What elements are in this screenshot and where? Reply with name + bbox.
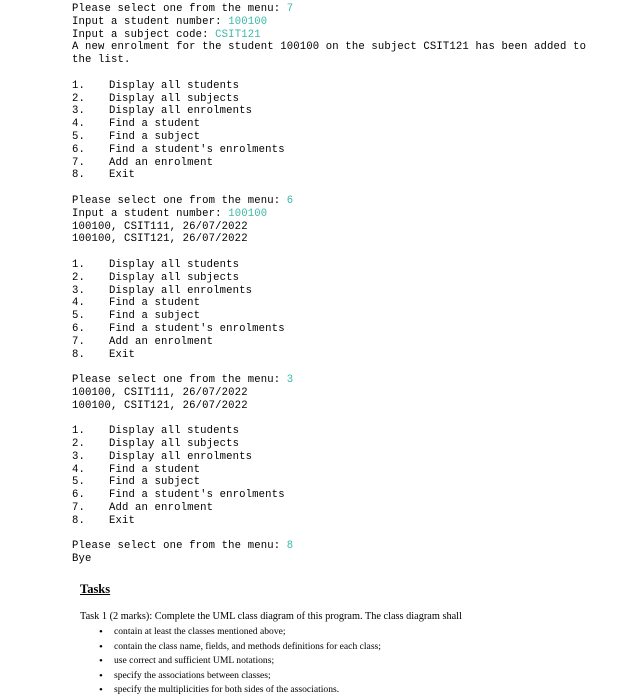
menu-item-number: 2. — [72, 271, 86, 284]
menu-prompt: Please select one from the menu: — [72, 3, 287, 15]
menu-item-label: Find a subject — [109, 130, 201, 143]
menu-item-label: Display all subjects — [109, 438, 240, 451]
requirement-item: • contain the class name, fields, and methods definitions for each class; — [114, 640, 600, 655]
menu-item — [72, 502, 612, 515]
menu-item-number: 1. — [72, 79, 86, 92]
menu-item-number: 4. — [72, 463, 86, 476]
menu-item-number: 1. — [72, 425, 86, 438]
requirement-item: • specify the associations between classes; — [114, 669, 600, 684]
menu-prompt-line — [72, 540, 612, 553]
menu-item-number: 5. — [72, 310, 86, 323]
menu-item-number: 3. — [72, 450, 86, 463]
menu-item — [72, 169, 612, 182]
menu-item — [72, 438, 612, 451]
subject-code-line — [72, 29, 612, 42]
menu-item-number: 1. — [72, 258, 86, 271]
menu-item-label: Exit — [109, 514, 136, 527]
menu-item — [72, 464, 612, 477]
student-number-value: 100100 — [228, 207, 268, 220]
tasks-section — [80, 582, 600, 698]
menu-item — [72, 272, 612, 285]
menu-item — [72, 93, 612, 106]
menu-item-number: 6. — [72, 143, 86, 156]
menu-item — [72, 105, 612, 118]
menu-item — [72, 349, 612, 362]
menu-item — [72, 131, 612, 144]
menu-item — [72, 118, 612, 131]
menu-item-number: 5. — [72, 476, 86, 489]
enrolment-result: 100100, CSIT111, 26/07/2022 — [72, 386, 248, 399]
subject-code-prompt: Input a subject code: — [72, 28, 216, 41]
menu-list — [72, 425, 612, 527]
enrolment-result: 100100, CSIT121, 26/07/2022 — [72, 399, 248, 412]
menu-prompt-line — [72, 195, 612, 208]
console-output — [72, 3, 612, 566]
menu-item-number: 2. — [72, 92, 86, 105]
menu-item-number: 4. — [72, 118, 86, 131]
menu-item-label: Display all subjects — [109, 271, 240, 284]
menu-item-number: 6. — [72, 322, 86, 335]
menu-choice: 3 — [286, 374, 294, 387]
menu-item-label: Find a student's enrolments — [109, 322, 285, 335]
menu-item — [72, 285, 612, 298]
menu-choice: 7 — [286, 3, 294, 15]
requirement-item: • use correct and sufficient UML notations; — [114, 654, 600, 669]
menu-item-label: Find a student's enrolments — [109, 143, 285, 156]
menu-item-label: Find a subject — [109, 476, 201, 489]
menu-item-number: 8. — [72, 348, 86, 361]
student-number-line — [72, 16, 612, 29]
menu-item-number: 3. — [72, 284, 86, 297]
menu-item-label: Exit — [109, 169, 136, 182]
menu-item-number: 5. — [72, 130, 86, 143]
menu-item — [72, 144, 612, 157]
student-number-prompt: Input a student number: — [72, 15, 229, 28]
student-number-prompt: Input a student number: — [72, 207, 229, 220]
requirement-item: • contain at least the classes mentioned above; — [114, 625, 600, 640]
menu-item-label: Find a student's enrolments — [109, 489, 285, 502]
menu-item — [72, 297, 612, 310]
menu-item-label: Display all enrolments — [109, 450, 253, 463]
exit-message: Bye — [72, 553, 92, 566]
menu-item — [72, 80, 612, 93]
menu-item-number: 7. — [72, 335, 86, 348]
enrolment-result: 100100, CSIT121, 26/07/2022 — [72, 233, 248, 246]
menu-item-label: Add an enrolment — [109, 502, 214, 515]
menu-item-label: Add an enrolment — [109, 335, 214, 348]
menu-prompt-line — [72, 374, 612, 387]
menu-item-number: 8. — [72, 514, 86, 527]
menu-item-label: Exit — [109, 348, 136, 361]
menu-item — [72, 425, 612, 438]
menu-item-number: 4. — [72, 297, 86, 310]
menu-item-label: Display all enrolments — [109, 105, 253, 118]
menu-item-label: Display all subjects — [109, 92, 240, 105]
menu-item — [72, 451, 612, 464]
tasks-heading: Tasks — [80, 582, 111, 596]
menu-item-number: 8. — [72, 169, 86, 182]
subject-code-value: CSIT121 — [215, 28, 261, 41]
task1-description: Task 1 (2 marks): Complete the UML class diagram of this program. The class diagram shall — [80, 611, 462, 622]
menu-item — [72, 323, 612, 336]
menu-choice: 6 — [286, 194, 294, 207]
menu-item-label: Find a student — [109, 118, 201, 131]
menu-item-label: Display all students — [109, 258, 240, 271]
menu-item — [72, 489, 612, 502]
menu-item — [72, 157, 612, 170]
menu-item-label: Add an enrolment — [109, 156, 214, 169]
menu-list — [72, 80, 612, 182]
menu-item — [72, 476, 612, 489]
menu-choice: 8 — [286, 540, 294, 553]
menu-item-number: 3. — [72, 105, 86, 118]
menu-list — [72, 259, 612, 361]
menu-item-label: Find a subject — [109, 310, 201, 323]
student-number-line — [72, 208, 612, 221]
enrolment-added-message: A new enrolment for the student 100100 on the subject CSIT121 has been added to the list. — [72, 41, 587, 67]
menu-prompt: Please select one from the menu: — [72, 540, 287, 553]
menu-item — [72, 259, 612, 272]
menu-prompt-line — [72, 3, 612, 16]
menu-item-label: Display all students — [109, 425, 240, 438]
menu-item-number: 7. — [72, 156, 86, 169]
requirement-item: • specify the multiplicities for both sides of the associations. — [114, 683, 600, 698]
menu-item — [72, 310, 612, 323]
enrolment-result: 100100, CSIT111, 26/07/2022 — [72, 220, 248, 233]
menu-item-number: 7. — [72, 502, 86, 515]
menu-item-label: Display all students — [109, 79, 240, 92]
menu-item-number: 2. — [72, 438, 86, 451]
task1-requirements — [80, 625, 600, 698]
menu-prompt: Please select one from the menu: — [72, 374, 287, 387]
menu-item-label: Find a student — [109, 297, 201, 310]
student-number-value: 100100 — [228, 15, 268, 28]
menu-item-number: 6. — [72, 489, 86, 502]
menu-item-label: Display all enrolments — [109, 284, 253, 297]
menu-item-label: Find a student — [109, 463, 201, 476]
menu-prompt: Please select one from the menu: — [72, 194, 287, 207]
menu-item — [72, 336, 612, 349]
menu-item — [72, 515, 612, 528]
